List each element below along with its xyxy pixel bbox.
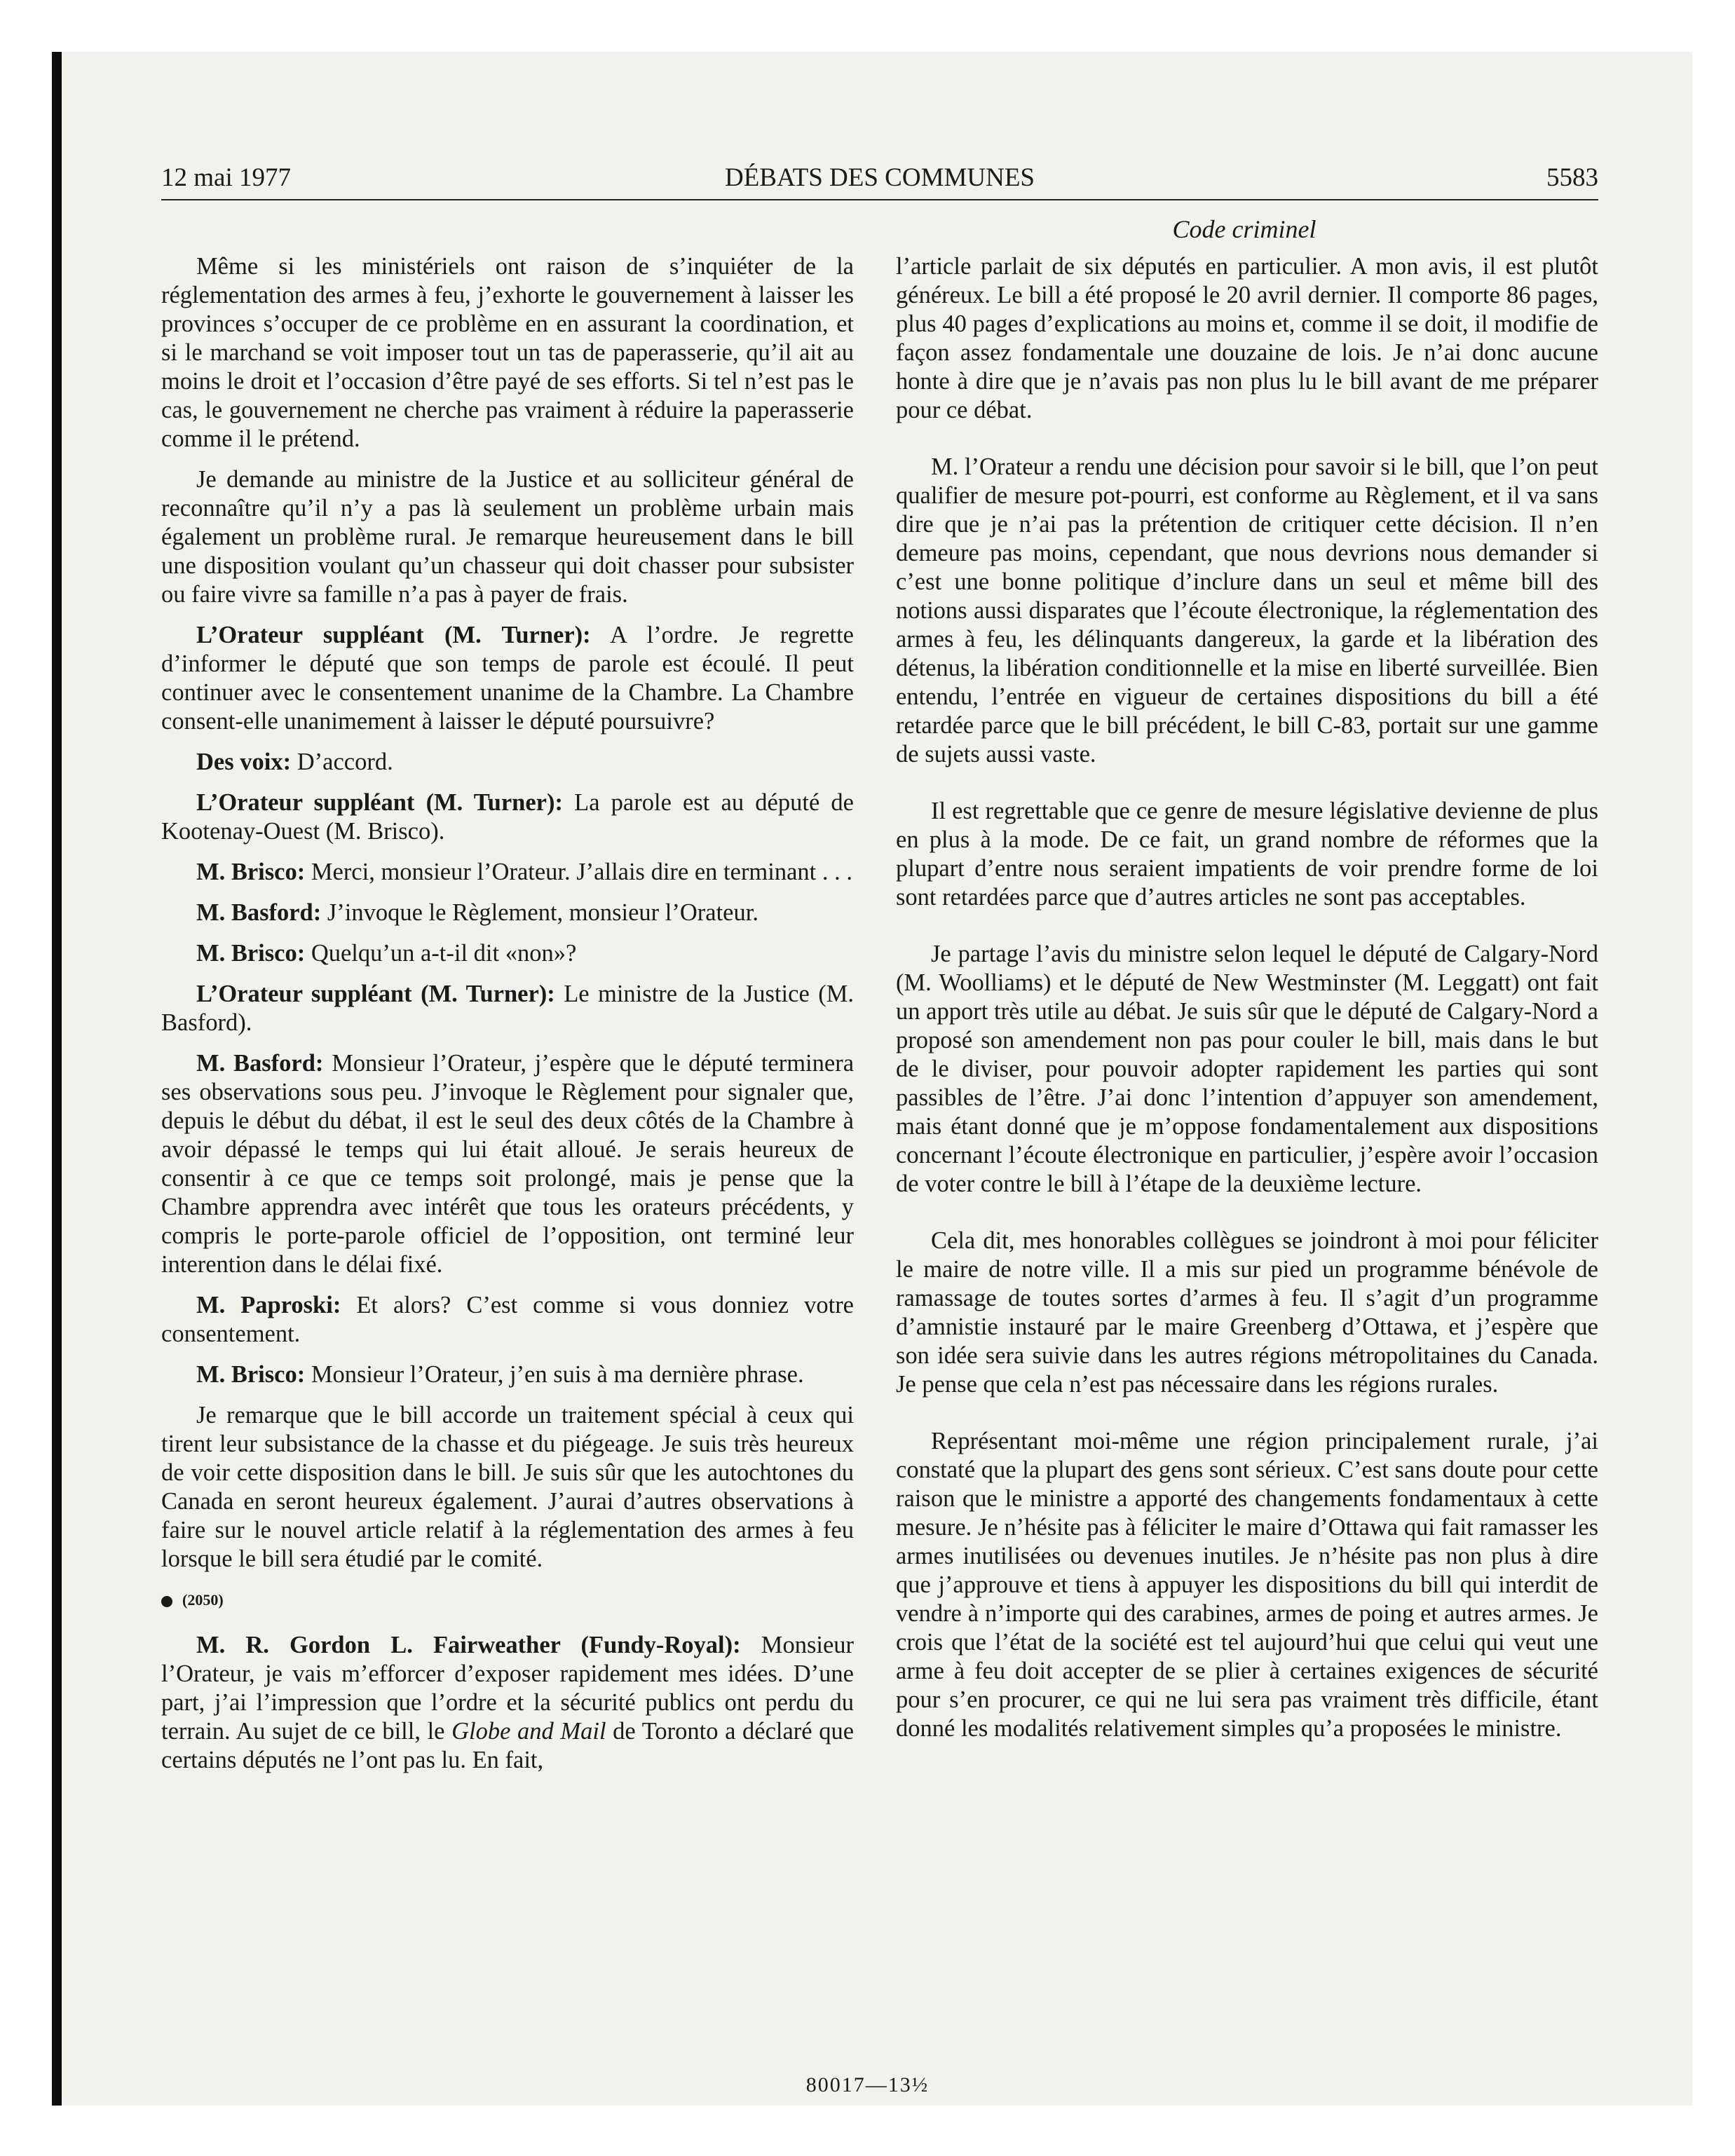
time-marker: (2050) (161, 1585, 854, 1614)
paragraph: l’article parlait de six députés en particulier. A mon avis, il est plutôt généreux. Le bill a été proposé le 20 avril dernier. Il comporte 86 pages, plus 40 pages d’explications au moins et, comme il se doit, il modifie de façon assez fondamentale une douzaine de lois. Je n’ai donc aucune honte à dire que je n’avais pas non plus lu le bill avant de me préparer pour ce débat. (896, 253, 1598, 423)
paragraph: Représentant moi-même une région principalement rurale, j’ai constaté que la plupart des gens sont sérieux. C’est sans doute pour cette raison que le ministre a apporté des changements fondamentaux à cette mesure. Je n’hésite pas à féliciter le maire d’Ottawa qui fait ramasser les armes inutilisées ou devenues inutiles. Je n’hésite pas non plus à dire que j’approuve et tiens à appuyer les dispositions du bill qui interdit de vendre à n’importe qui des carabines, armes de poing et autres armes. Je crois que l’état de la société est tel aujourd’hui que celui qui veut une arme à feu doit accepter de se plier à certaines exigences de sécurité pour s’en procurer, ce qui ne lui sera pas vraiment très difficile, étant donné les modalités relativement simples qu’a proposées le ministre. (896, 1428, 1598, 1742)
paragraph: M. Basford: J’invoque le Règlement, monsieur l’Orateur. (196, 899, 758, 926)
speaker-name: M. Paproski: (196, 1292, 341, 1318)
newspaper-title: Globe and Mail (451, 1718, 606, 1745)
speaker-name: L’Orateur suppléant (M. Turner): (196, 789, 563, 816)
paragraph: M. Brisco: Quelqu’un a-t-il dit «non»? (196, 940, 577, 967)
paragraph: M. Brisco: Monsieur l’Orateur, j’en suis à ma dernière phrase. (196, 1361, 804, 1388)
header-rule (161, 199, 1598, 200)
paragraph: L’Orateur suppléant (M. Turner): Le ministre de la Justice (M. Basford). (161, 981, 854, 1036)
header-page-number: 5583 (1546, 163, 1598, 192)
paragraph: M. Paproski: Et alors? C’est comme si vous donniez votre consentement. (161, 1292, 854, 1347)
speaker-name: M. Brisco: (196, 940, 306, 967)
speaker-name: M. Basford: (196, 899, 322, 926)
paragraph: L’Orateur suppléant (M. Turner): La parole est au député de Kootenay-Ouest (M. Brisco). (161, 789, 854, 845)
section-subject: Code criminel (1172, 215, 1316, 243)
header-title: DÉBATS DES COMMUNES (724, 163, 1035, 192)
paragraph: L’Orateur suppléant (M. Turner): A l’ordre. Je regrette d’informer le député que son temps de parole est écoulé. Il peut continuer avec le consentement unanime de la Chambre. La Chambre consent-elle unanimement à laisser le député poursuivre? (161, 622, 854, 735)
left-column (161, 252, 854, 1787)
paragraph: Je remarque que le bill accorde un traitement spécial à ceux qui tirent leur subsistance de la chasse et du piégeage. Je suis très heureux de voir cette disposition dans le bill. Je suis sûr que les autochtones du Canada en seront heureux également. J’aurai d’autres observations à faire sur le nouvel article relatif à la réglementation des armes à feu lorsque le bill sera étudié par le comité. (161, 1402, 854, 1572)
right-column (896, 252, 1598, 1771)
page-header (161, 163, 1598, 198)
speaker-name: M. Brisco: (196, 1361, 306, 1388)
speaker-name: Des voix: (196, 749, 292, 775)
speaker-name: M. Basford: (196, 1050, 324, 1077)
header-date: 12 mai 1977 (161, 163, 291, 192)
speaker-name: L’Orateur suppléant (M. Turner): (196, 622, 591, 648)
speaker-name: M. Brisco: (196, 859, 306, 885)
paragraph: Cela dit, mes honorables collègues se joindront à moi pour féliciter le maire de notre ville. Il a mis sur pied un programme bénévole de ramassage de toutes sortes d’armes à feu. Il s’agit d’un programme d’amnistie instauré par le maire Greenberg d’Ottawa, et j’espère que son idée sera suivie dans les autres régions métropolitaines du Canada. Je pense que cela n’est pas nécessaire dans les régions rurales. (896, 1227, 1598, 1398)
page-footer: 80017—13½ (805, 2073, 930, 2096)
paragraph: Je partage l’avis du ministre selon lequel le député de Calgary-Nord (M. Woolliams) et le député de New Westminster (M. Leggatt) ont fait un apport très utile au débat. Je suis sûr que le député de Calgary-Nord a proposé son amendement non pas pour couler le bill, mais dans le but de le diviser, pour pouvoir adopter rapidement les parties qui sont passibles de l’être. J’ai donc l’intention d’appuyer son amendement, mais étant donné que je m’oppose fondamentalement aux dispositions concernant l’écoute électronique en particulier, j’espère avoir l’occasion de voter contre le bill à l’étape de la deuxième lecture. (896, 941, 1598, 1197)
speaker-name: L’Orateur suppléant (M. Turner): (196, 981, 555, 1007)
paragraph: Il est regrettable que ce genre de mesure législative devienne de plus en plus à la mode. De ce fait, un grand nombre de réformes que la plupart d’entre nous seraient impatients de voir prendre forme de loi sont retardées parce que d’autres articles ne sont pas acceptables. (896, 798, 1598, 910)
paragraph: Je demande au ministre de la Justice et au solliciteur général de reconnaître qu’il n’y a pas là seulement un problème urbain mais également un problème rural. Je remarque heureusement dans le bill une disposition voulant qu’un chasseur qui doit chasser pour subsister ou faire vivre sa famille n’a pas à payer de frais. (161, 466, 854, 608)
bullet-icon (161, 1596, 172, 1607)
paragraph: M. Basford: Monsieur l’Orateur, j’espère que le député terminera ses observations sous peu. J’invoque le Règlement pour signaler que, depuis le début du débat, il est le seul des deux côtés de la Chambre à avoir dépassé le temps qui lui était alloué. Je serais heureux de consentir à ce que ce temps soit prolongé, mais je pense que la Chambre apprendra avec intérêt que tous les orateurs précédents, y compris le porte-parole officiel de l’opposition, ont terminé leur interention dans le délai fixé. (161, 1050, 855, 1278)
speaker-name: M. R. Gordon L. Fairweather (Fundy-Royal): (196, 1632, 741, 1658)
paragraph: M. l’Orateur a rendu une décision pour savoir si le bill, que l’on peut qualifier de mesure pot-pourri, est conforme au Règlement, et il va sans dire que je n’ai pas la prétention de critiquer cette décision. Il n’en demeure pas moins, cependant, que nous devrions nous demander si c’est une bonne politique d’inclure dans un seul et même bill des notions aussi disparates que l’écoute électronique, la réglementation des armes à feu, les délinquants dangereux, la garde et la libération des détenus, la libération conditionnelle et la mise en liberté surveillée. Bien entendu, l’entrée en vigueur de certaines dispositions du bill a été retardée parce que le bill précédent, le bill C-83, portait sur une gamme de sujets aussi vaste. (896, 453, 1598, 767)
paragraph: M. R. Gordon L. Fairweather (Fundy-Royal): Monsieur l’Orateur, je vais m’efforcer d’exposer rapidement mes idées. D’une part, j’ai l’impression que l’ordre et la sécurité publics ont perdu du terrain. Au sujet de ce bill, le Globe and Mail de Toronto a déclaré que certains députés ne l’ont pas lu. En fait, (161, 1632, 855, 1773)
paragraph: M. Brisco: Merci, monsieur l’Orateur. J’allais dire en terminant . . . (196, 859, 853, 885)
paragraph: Même si les ministériels ont raison de s’inquiéter de la réglementation des armes à feu, j’exhorte le gouvernement à laisser les provinces s’occuper de ce problème en en assurant la coordination, et si le marchand se voit imposer tout un tas de paperasserie, qu’il ait au moins le droit et l’occasion d’être payé de ses efforts. Si tel n’est pas le cas, le gouvernement ne cherche pas vraiment à réduire la paperasserie comme il le prétend. (161, 253, 854, 452)
paragraph: Des voix: D’accord. (196, 749, 393, 775)
